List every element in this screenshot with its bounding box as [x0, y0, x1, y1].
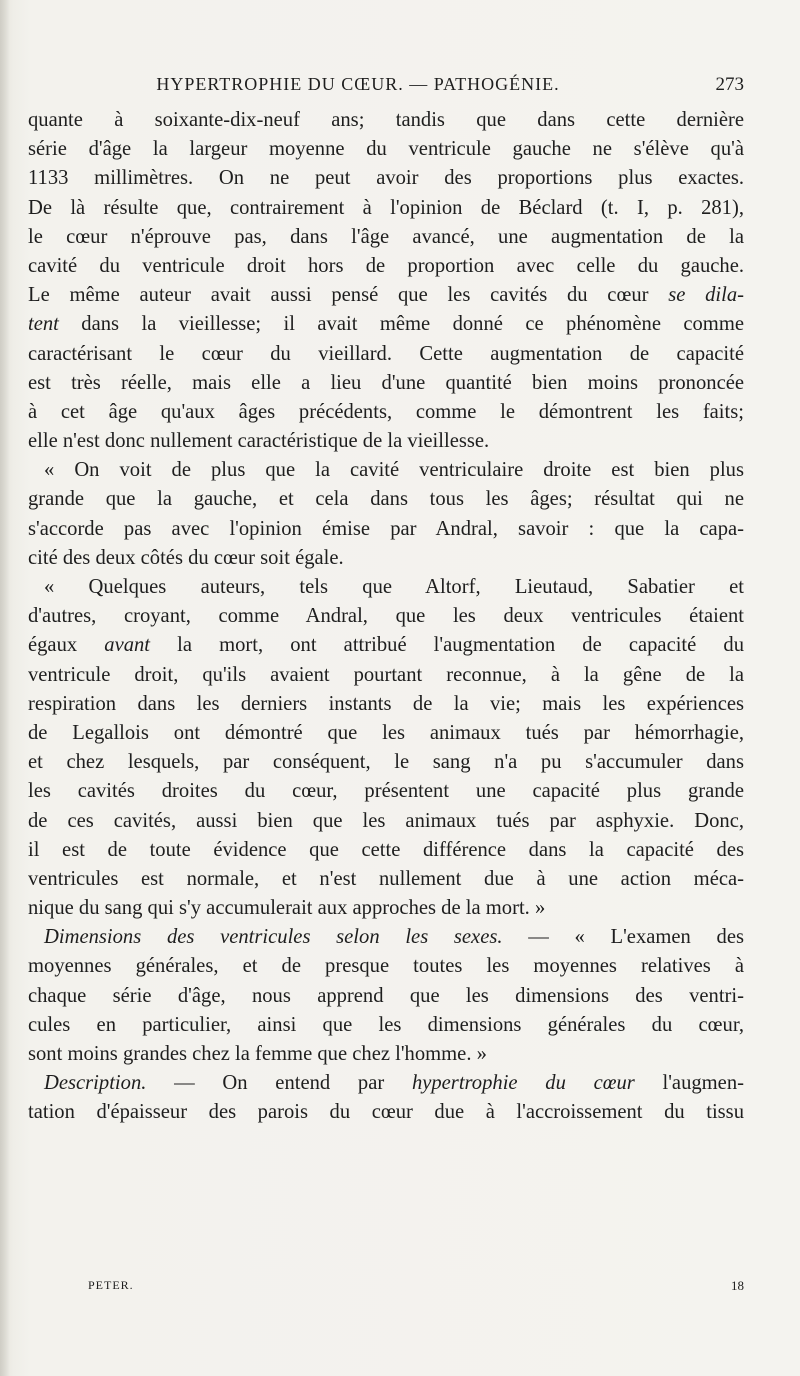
- text-line: cules en particulier, ainsi que les dimensions générales du cœur,: [28, 1013, 744, 1036]
- text-line: est très réelle, mais elle a lieu d'une quantité bien moins prononcée: [28, 371, 744, 394]
- binding-shadow: [0, 0, 10, 1376]
- text-line: de ces cavités, aussi bien que les animaux tués par asphyxie. Donc,: [28, 809, 744, 832]
- text-line: Le même auteur avait aussi pensé que les cavités du cœur se dila-: [28, 284, 744, 307]
- text-line: 1133 millimètres. On ne peut avoir des proportions plus exactes.: [28, 167, 744, 190]
- section-heading: Description.: [44, 1072, 147, 1095]
- text-line: chaque série d'âge, nous apprend que les dimensions des ventri-: [28, 984, 744, 1007]
- emphasis: hypertrophie du cœur: [411, 1072, 635, 1095]
- body-text: [28, 106, 744, 1128]
- text-line: « On voit de plus que la cavité ventriculaire droite est bien plus: [44, 459, 744, 482]
- text-line: tation d'épaisseur des parois du cœur due à l'accroissement du tissu: [28, 1101, 744, 1124]
- emphasis: se dila-: [668, 284, 744, 307]
- emphasis: tent: [28, 313, 59, 336]
- sheet-number: 18: [731, 1278, 744, 1293]
- running-head-title: HYPERTROPHIE DU CŒUR. — PATHOGÉNIE.: [156, 74, 560, 94]
- text-line: cavité du ventricule droit hors de proportion avec celle du gauche.: [28, 254, 744, 277]
- emphasis: avant: [104, 634, 151, 657]
- text-line: grande que la gauche, et cela dans tous les âges; résultat qui ne: [28, 488, 744, 511]
- text-line: d'autres, croyant, comme Andral, que les deux ventricules étaient: [28, 605, 744, 628]
- text-line: série d'âge la largeur moyenne du ventricule gauche ne s'élève qu'à: [28, 138, 744, 161]
- text-line: « Quelques auteurs, tels que Altorf, Lieutaud, Sabatier et: [44, 576, 744, 598]
- text-line: nique du sang qui s'y accumulerait aux approches de la mort. »: [28, 897, 546, 920]
- text-line: de Legallois ont démontré que les animaux tués par hémorrhagie,: [28, 721, 744, 744]
- text-line: respiration dans les derniers instants de la vie; mais les expériences: [28, 692, 744, 715]
- page-number: 273: [715, 74, 744, 95]
- text-line: le cœur n'éprouve pas, dans l'âge avancé, une augmentation de la: [28, 225, 744, 248]
- running-head: [118, 74, 744, 100]
- text-line: cité des deux côtés du cœur soit égale.: [28, 546, 344, 569]
- text-line: elle n'est donc nullement caractéristique de la vieillesse.: [28, 430, 490, 453]
- text-line: De là résulte que, contrairement à l'opinion de Béclard (t. I, p. 281),: [28, 196, 744, 219]
- printer-signature: PETER.: [88, 1278, 134, 1292]
- text-line: égaux avant la mort, ont attribué l'augmentation de capacité du: [28, 634, 744, 657]
- section-heading: Dimensions des ventricules selon les sexes.: [44, 926, 503, 949]
- section-heading-line: Dimensions des ventricules selon les sexes. — « L'examen des: [44, 926, 744, 949]
- text-line: il est de toute évidence que cette différence dans la capacité des: [28, 838, 744, 861]
- text-line: tent dans la vieillesse; il avait même donné ce phénomène comme: [28, 313, 744, 336]
- text-line: ventricule droit, qu'ils avaient pourtant reconnue, à la gêne de la: [28, 663, 744, 686]
- text-line: à cet âge qu'aux âges précédents, comme le démontrent les faits;: [28, 400, 744, 423]
- text-line: s'accorde pas avec l'opinion émise par Andral, savoir : que la capa-: [28, 517, 744, 540]
- text-line: moyennes générales, et de presque toutes les moyennes relatives à: [28, 955, 744, 978]
- text-line: caractérisant le cœur du vieillard. Cette augmentation de capacité: [28, 342, 744, 365]
- section-heading-line: Description. — On entend par hypertrophie du cœur l'augmen-: [44, 1072, 744, 1095]
- text-line: ventricules est normale, et n'est nullement due à une action méca-: [28, 867, 744, 890]
- text-line: sont moins grandes chez la femme que chez l'homme. »: [28, 1043, 487, 1065]
- text-line: et chez lesquels, par conséquent, le sang n'a pu s'accumuler dans: [28, 751, 744, 774]
- page-footer: [88, 1278, 744, 1298]
- text-line: quante à soixante-dix-neuf ans; tandis que dans cette dernière: [28, 109, 744, 131]
- text-line: les cavités droites du cœur, présentent une capacité plus grande: [28, 780, 744, 803]
